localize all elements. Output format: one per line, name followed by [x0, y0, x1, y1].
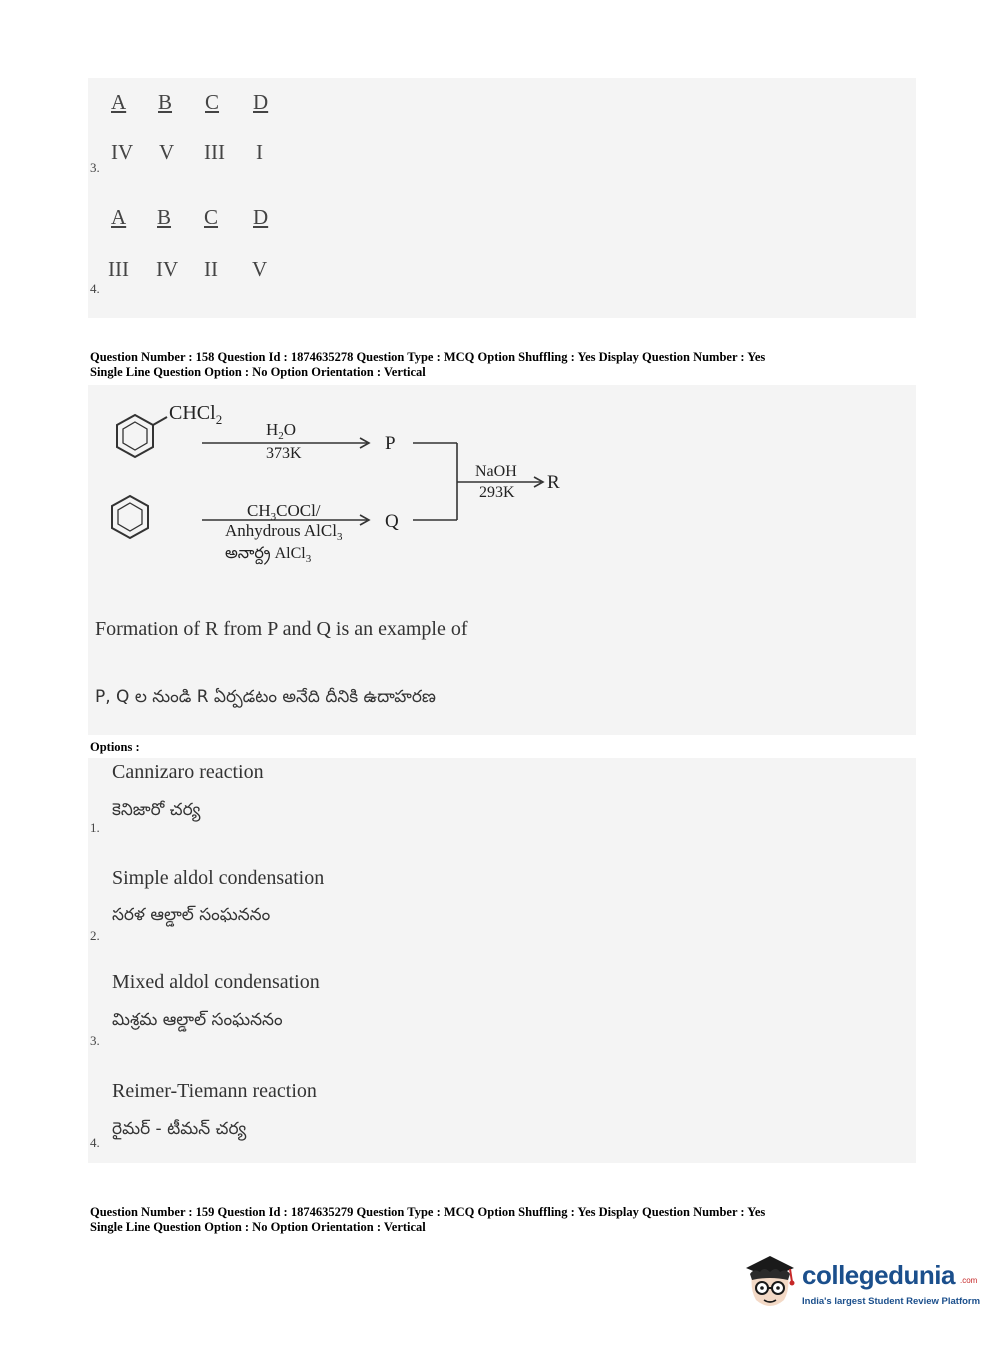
reagent2-line2: Anhydrous AlCl — [225, 521, 337, 540]
options-label: Options : — [90, 740, 140, 754]
match-header-a: A — [111, 90, 127, 114]
svg-text:Anhydrous AlCl3: Anhydrous AlCl$_3$ — [225, 521, 343, 543]
reagent3-top: NaOH — [475, 463, 517, 480]
question-159-header-line1: Question Number : 159 Question Id : 1874635279 Question Type : MCQ Option Shuffling : Yes Display Question Number : Yes — [90, 1205, 766, 1219]
question-159-header-line2: Single Line Question Option : No Option Orientation : Vertical — [90, 1220, 426, 1234]
match-value-b: IV — [156, 257, 179, 281]
mascot-icon — [740, 1250, 800, 1316]
match-value-c: III — [204, 140, 225, 164]
collegedunia-logo[interactable] — [740, 1250, 981, 1320]
option-number: 2. — [90, 928, 100, 943]
option-number: 3. — [90, 1033, 100, 1048]
product-p: P — [385, 433, 396, 454]
reagent2-line1: CH — [247, 501, 271, 520]
match-value-c: II — [204, 257, 218, 281]
question-158-header-line2: Single Line Question Option : No Option Orientation : Vertical — [90, 365, 426, 379]
reactant1-group: CHCl — [169, 402, 216, 424]
question-158-header-line1: Question Number : 158 Question Id : 1874635278 Question Type : MCQ Option Shuffling : Yes Display Question Number : Yes — [90, 350, 766, 364]
logo-wordmark: collegedunia — [802, 1260, 955, 1290]
match-value-b: V — [159, 140, 175, 164]
match-header-d: D — [253, 205, 269, 229]
product-q: Q — [385, 511, 399, 532]
option-number: 1. — [90, 820, 100, 835]
option-text-en: Simple aldol condensation — [112, 867, 325, 889]
option-number: 3. — [90, 160, 100, 175]
option-text-te: కెనిజారో చర్య — [112, 800, 201, 820]
match-value-d: V — [252, 257, 268, 281]
logo-tagline: India's largest Student Review Platform — [802, 1296, 981, 1307]
svg-text:CH3COCl/: $CH_3COCl/$ — [247, 501, 321, 523]
reagent1-top: H — [266, 420, 279, 439]
option-text-en: Mixed aldol condensation — [112, 971, 320, 993]
match-value-d: I — [256, 140, 263, 164]
logo-suffix: .com — [960, 1276, 978, 1285]
match-header-b: B — [157, 205, 172, 229]
reagent1-bottom: 373K — [266, 445, 302, 462]
match-value-a: III — [108, 257, 129, 281]
option-text-te: మిశ్రమ ఆల్డాల్ సంఘననం — [112, 1010, 283, 1030]
svg-text:H2O: $H_2O$ — [266, 420, 297, 442]
option-text-en: Cannizaro reaction — [112, 761, 264, 783]
svg-text:CHCl2: CHCl$_2$ — [169, 402, 223, 427]
svg-text:అనార్ద్ర AlCl3: అనార్ద్ర AlCl$_3$ — [225, 545, 312, 565]
option-number: 4. — [90, 1135, 100, 1150]
match-header-c: C — [204, 205, 219, 229]
match-header-a: A — [111, 205, 127, 229]
product-r: R — [547, 472, 560, 493]
option-number: 4. — [90, 281, 100, 296]
reagent3-bottom: 293K — [479, 484, 515, 501]
match-value-a: IV — [111, 140, 134, 164]
reaction-scheme — [95, 395, 615, 580]
match-header-b: B — [158, 90, 173, 114]
option-text-en: Reimer-Tiemann reaction — [112, 1080, 317, 1102]
question-158-text-te: P, Q ల నుండి R ఏర్పడటం అనేది దీనికి ఉదాహరణ — [95, 687, 436, 707]
match-header-d: D — [253, 90, 269, 114]
question-158-text-en: Formation of R from P and Q is an example of — [95, 618, 468, 640]
match-header-c: C — [205, 90, 220, 114]
option-text-te: రైమర్ - టీమన్ చర్య — [112, 1119, 247, 1139]
reagent2-line3: అనార్ద్ర AlCl — [225, 545, 306, 562]
option-text-te: సరళ ఆల్డాల్ సంఘననం — [112, 905, 271, 925]
